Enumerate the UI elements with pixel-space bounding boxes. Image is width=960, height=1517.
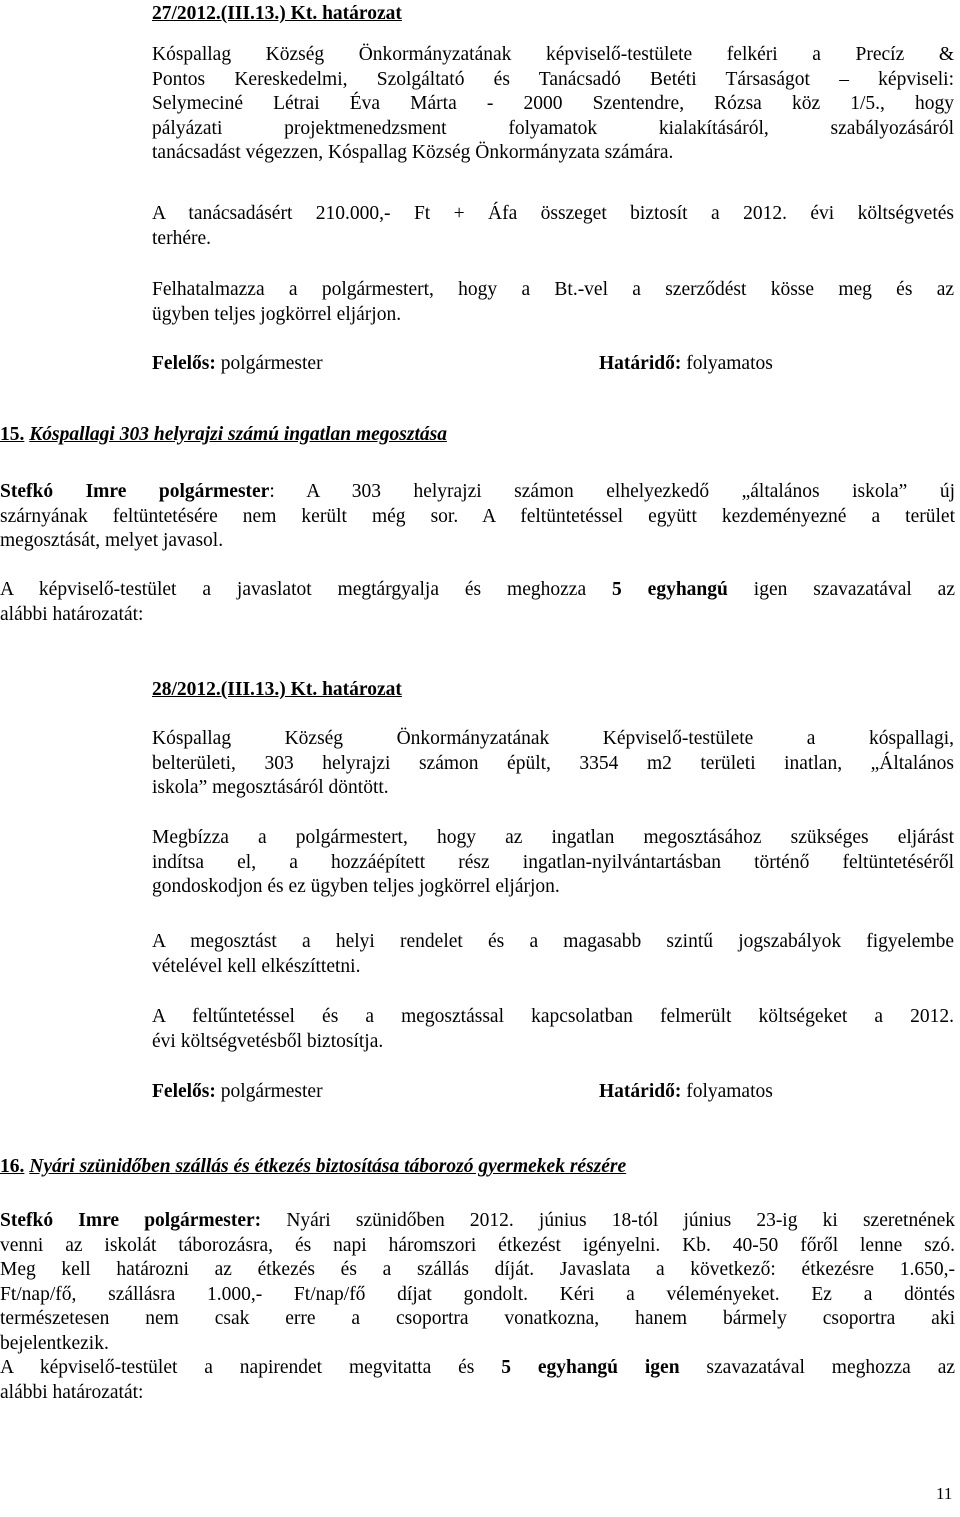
text-line: Meg kell határozni az étkezés és a szállás díját. Javaslata a következő: étkezésre 1.650,- [0, 1259, 955, 1280]
text-line: Pontos Kereskedelmi, Szolgáltató és Tanácsadó Betéti Társaságot – képviseli: [152, 68, 954, 90]
speech-text: : A 303 helyrajzi számon elhelyezkedő „általános iskola” új [269, 481, 955, 502]
text-line [0, 1209, 955, 1234]
text-line: alábbi határozatát: [0, 1381, 144, 1403]
resolution-28-title: 28/2012.(III.13.) Kt. határozat [152, 679, 402, 700]
text-line: iskola” megosztásáról döntött. [152, 777, 389, 798]
resolution-28-paragraph-3 [152, 930, 954, 979]
deadline-label: Határidő: [599, 353, 682, 374]
deadline-value: folyamatos [686, 353, 773, 374]
agenda-number: 16. [0, 1156, 25, 1177]
agenda-item-15-speech [0, 480, 955, 554]
text-line: Ft/nap/fő, szállásra 1.000,- Ft/nap/fő díjat gondolt. Kéri a véleményeket. Ez a döntés [0, 1283, 955, 1305]
vote-text: A képviselő-testület a napirendet megvitatta és [0, 1357, 502, 1378]
speaker-name: Stefkó Imre polgármester: [0, 1210, 262, 1231]
text-line: venni az iskolát táborozásra, és napi háromszori étkezést igényelni. Kb. 40-50 főről lenne szó. [0, 1234, 955, 1256]
text-line: terhére. [152, 227, 211, 249]
agenda-number: 15. [0, 424, 25, 445]
resolution-28-paragraph-1 [152, 727, 954, 801]
resolution-27-paragraph-3 [152, 278, 954, 327]
responsible-value: polgármester [220, 1081, 323, 1102]
responsible-label: Felelős: [152, 1081, 216, 1102]
text-line: A tanácsadásért 210.000,- Ft + Áfa összeget biztosít a 2012. évi költségvetés [152, 203, 954, 224]
text-line [0, 1356, 955, 1381]
text-line [0, 578, 955, 603]
agenda-item-15-heading [0, 423, 447, 448]
text-line: gondoskodjon és ez ügyben teljes jogkörrel eljárjon. [152, 876, 560, 897]
deadline-label: Határidő: [599, 1081, 682, 1102]
text-line: indítsa el, a hozzáépített rész ingatlan-nyilvántartásban történő feltüntetéséről [152, 851, 954, 873]
vote-text: igen szavazatával az [727, 579, 955, 600]
text-line: belterületi, 303 helyrajzi számon épült, 3354 m2 területi inatlan, „Általános [152, 752, 954, 774]
responsible-value: polgármester [220, 353, 323, 374]
text-line: A feltűntetéssel és a megosztással kapcsolatban felmerült költségeket a 2012. [152, 1006, 954, 1027]
resolution-27-paragraph-1 [152, 43, 954, 166]
text-line: természetesen nem csak erre a csoportra vonatkozna, hanem bármely csoportra aki [0, 1308, 955, 1329]
text-line: Selymeciné Létrai Éva Márta - 2000 Szentendre, Rózsa köz 1/5., hogy [152, 93, 954, 114]
text-line: A megosztást a helyi rendelet és a magasabb szintű jogszabályok figyelembe [152, 931, 954, 952]
speaker-name: Stefkó Imre polgármester [0, 481, 270, 502]
agenda-item-16-heading [0, 1155, 626, 1180]
deadline-value: folyamatos [686, 1081, 773, 1102]
vote-text: A képviselő-testület a javaslatot megtárgyalja és meghozza [0, 579, 613, 600]
text-line [0, 480, 955, 505]
text-line: évi költségvetésből biztosítja. [152, 1030, 384, 1052]
text-line: Felhatalmazza a polgármestert, hogy a Bt.-vel a szerződést kösse meg és az [152, 279, 954, 300]
text-line: ügyben teljes jogkörrel eljárjon. [152, 303, 402, 325]
resolution-28-responsible [152, 1080, 323, 1105]
agenda-title: Kóspallagi 303 helyrajzi számú ingatlan megosztása [29, 424, 447, 445]
agenda-item-16-vote [0, 1356, 955, 1405]
text-line: tanácsadást végezzen, Kóspallag Község Önkormányzata számára. [152, 142, 674, 163]
resolution-28-paragraph-4 [152, 1005, 954, 1054]
speech-text: Nyári szünidőben 2012. június 18-tól június 23-ig ki szeretnének [261, 1210, 955, 1231]
text-line: pályázati projektmenedzsment folyamatok kialakításáról, szabályozásáról [152, 117, 954, 139]
agenda-title: Nyári szünidőben szállás és étkezés biztosítása táborozó gyermekek részére [29, 1156, 627, 1177]
agenda-item-16-speech [0, 1209, 955, 1356]
resolution-28-paragraph-2 [152, 826, 954, 900]
text-line: Kóspallag Község Önkormányzatának képviselő-testülete felkéri a Precíz & [152, 44, 954, 65]
responsible-label: Felelős: [152, 353, 216, 374]
resolution-28-deadline [599, 1080, 773, 1105]
resolution-27-title: 27/2012.(III.13.) Kt. határozat [152, 3, 402, 24]
vote-count: 5 egyhangú igen [501, 1357, 680, 1378]
vote-count: 5 egyhangú [612, 579, 728, 600]
vote-text: szavazatával meghozza az [679, 1357, 956, 1378]
text-line: megosztását, melyet javasol. [0, 530, 224, 551]
text-line: Megbízza a polgármestert, hogy az ingatlan megosztásához szükséges eljárást [152, 827, 954, 848]
resolution-27-paragraph-2 [152, 202, 954, 251]
text-line: bejelentkezik. [0, 1332, 109, 1354]
text-line: szárnyának feltüntetésére nem került még sor. A feltüntetéssel együtt kezdeményezné a terület [0, 505, 955, 527]
text-line: vételével kell elkészíttetni. [152, 955, 361, 977]
agenda-item-15-vote [0, 578, 955, 627]
text-line: alábbi határozatát: [0, 603, 144, 625]
resolution-27-deadline [599, 352, 773, 377]
page-number: 11 [936, 1484, 953, 1503]
text-line: Kóspallag Község Önkormányzatának Képviselő-testülete a kóspallagi, [152, 728, 954, 749]
resolution-27-responsible [152, 352, 323, 377]
